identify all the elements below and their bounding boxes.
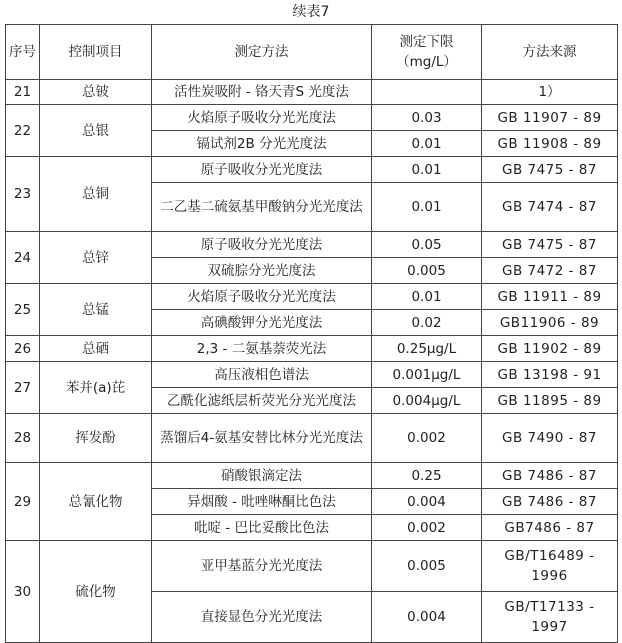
row-item: 硫化物 — [40, 541, 152, 643]
row-source: GB 11908 - 89 — [482, 131, 618, 157]
row-limit: 0.002 — [372, 414, 482, 463]
row-method: 高压液相色谱法 — [152, 362, 372, 388]
row-method: 原子吸收分光光度法 — [152, 232, 372, 258]
row-limit: 0.02 — [372, 310, 482, 336]
row-method: 异烟酸 - 吡唑啉酮比色法 — [152, 489, 372, 515]
row-method: 乙酰化滤纸层析荧光分光光度法 — [152, 388, 372, 414]
measurement-method-table — [5, 24, 618, 643]
row-item: 总铍 — [40, 80, 152, 105]
row-method: 火焰原子吸收分光光度法 — [152, 284, 372, 310]
row-limit — [372, 80, 482, 105]
row-source: GB 7475 - 87 — [482, 232, 618, 258]
row-no: 22 — [6, 105, 40, 157]
row-source: GB 7475 - 87 — [482, 157, 618, 183]
row-item: 总银 — [40, 105, 152, 157]
row-source: GB 11911 - 89 — [482, 284, 618, 310]
row-limit: 0.005 — [372, 258, 482, 284]
table-row — [6, 414, 618, 463]
row-method: 双硫腙分光光度法 — [152, 258, 372, 284]
header-no: 序号 — [6, 25, 40, 80]
row-no: 27 — [6, 362, 40, 414]
row-no: 30 — [6, 541, 40, 643]
row-source: GB 7486 - 87 — [482, 489, 618, 515]
row-no: 25 — [6, 284, 40, 336]
table-row — [6, 157, 618, 183]
row-method: 镉试剂2B 分光光度法 — [152, 131, 372, 157]
row-method: 2,3 - 二氨基萘荧光法 — [152, 336, 372, 362]
table-row — [6, 362, 618, 388]
row-source: GB/T16489 - 1996 — [482, 541, 618, 592]
header-limit: 测定下限（mg/L） — [372, 25, 482, 80]
row-limit: 0.25μg/L — [372, 336, 482, 362]
row-method: 火焰原子吸收分光光度法 — [152, 105, 372, 131]
row-limit: 0.004μg/L — [372, 388, 482, 414]
row-source: GB 11907 - 89 — [482, 105, 618, 131]
row-method: 高碘酸钾分光光度法 — [152, 310, 372, 336]
row-limit: 0.005 — [372, 541, 482, 592]
row-source: GB 11895 - 89 — [482, 388, 618, 414]
row-limit: 0.004 — [372, 489, 482, 515]
header-row — [6, 25, 618, 80]
table-row — [6, 80, 618, 105]
row-source: GB 11902 - 89 — [482, 336, 618, 362]
row-no: 23 — [6, 157, 40, 232]
row-method: 二乙基二硫氨基甲酸钠分光光度法 — [152, 183, 372, 232]
row-limit: 0.25 — [372, 463, 482, 489]
table-row — [6, 336, 618, 362]
row-source: 1） — [482, 80, 618, 105]
row-item: 总铜 — [40, 157, 152, 232]
row-limit: 0.001μg/L — [372, 362, 482, 388]
table-row — [6, 541, 618, 592]
row-method: 吡啶 - 巴比妥酸比色法 — [152, 515, 372, 541]
row-item: 总氰化物 — [40, 463, 152, 541]
header-method: 测定方法 — [152, 25, 372, 80]
row-method: 亚甲基蓝分光光度法 — [152, 541, 372, 592]
row-method: 活性炭吸附 - 铬天青S 光度法 — [152, 80, 372, 105]
row-item: 总锌 — [40, 232, 152, 284]
row-item: 挥发酚 — [40, 414, 152, 463]
table-row — [6, 284, 618, 310]
table-row — [6, 463, 618, 489]
row-source: GB11906 - 89 — [482, 310, 618, 336]
row-limit: 0.002 — [372, 515, 482, 541]
row-no: 29 — [6, 463, 40, 541]
row-item: 苯并(a)芘 — [40, 362, 152, 414]
row-no: 21 — [6, 80, 40, 105]
row-limit: 0.01 — [372, 157, 482, 183]
row-limit: 0.01 — [372, 284, 482, 310]
row-limit: 0.05 — [372, 232, 482, 258]
table-row — [6, 105, 618, 131]
row-limit: 0.03 — [372, 105, 482, 131]
row-source: GB 13198 - 91 — [482, 362, 618, 388]
header-item: 控制项目 — [40, 25, 152, 80]
row-method: 蒸馏后4-氨基安替比林分光光度法 — [152, 414, 372, 463]
header-source: 方法来源 — [482, 25, 618, 80]
row-method: 硝酸银滴定法 — [152, 463, 372, 489]
row-source: GB7486 - 87 — [482, 515, 618, 541]
row-source: GB 7486 - 87 — [482, 463, 618, 489]
row-source: GB/T17133 - 1997 — [482, 592, 618, 643]
row-no: 24 — [6, 232, 40, 284]
row-source: GB 7490 - 87 — [482, 414, 618, 463]
row-method: 原子吸收分光光度法 — [152, 157, 372, 183]
table-caption: 续表7 — [292, 4, 330, 20]
row-no: 26 — [6, 336, 40, 362]
row-source: GB 7472 - 87 — [482, 258, 618, 284]
row-no: 28 — [6, 414, 40, 463]
row-item: 总硒 — [40, 336, 152, 362]
row-limit: 0.004 — [372, 592, 482, 643]
row-source: GB 7474 - 87 — [482, 183, 618, 232]
row-limit: 0.01 — [372, 131, 482, 157]
row-item: 总锰 — [40, 284, 152, 336]
table-row — [6, 232, 618, 258]
row-method: 直接显色分光光度法 — [152, 592, 372, 643]
row-limit: 0.01 — [372, 183, 482, 232]
